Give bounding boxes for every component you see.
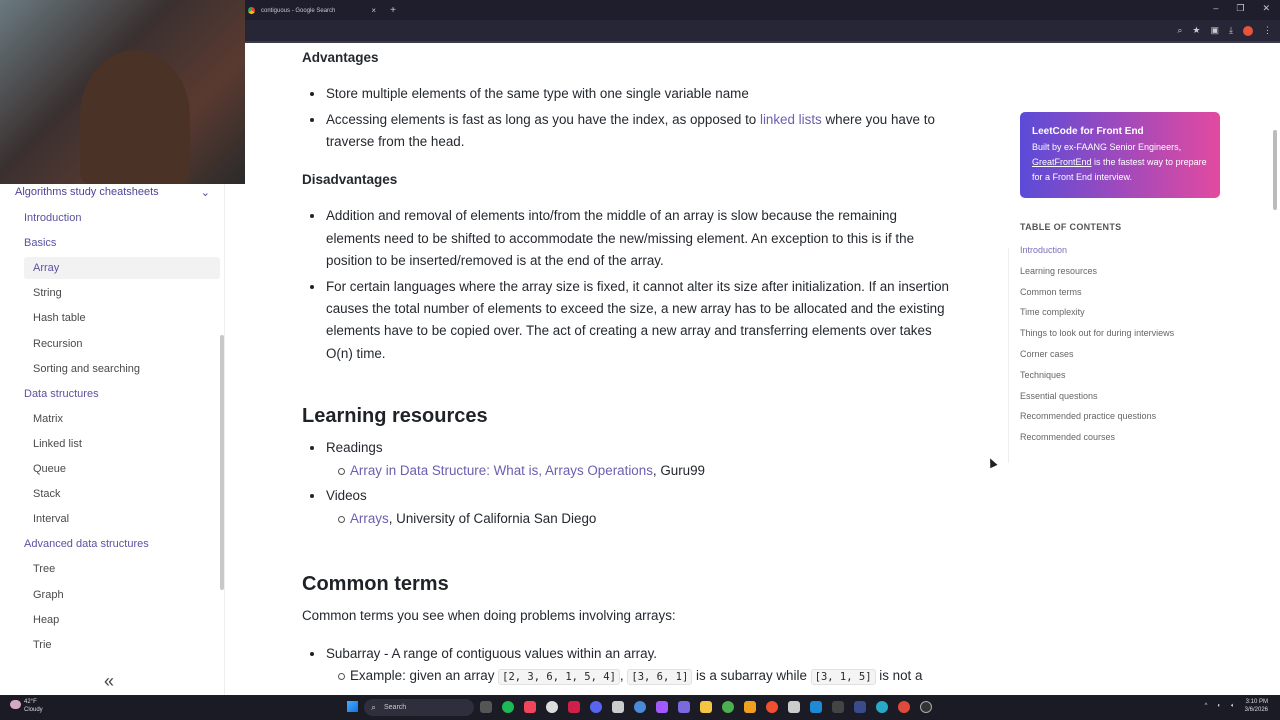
chrome-active-icon[interactable] (898, 701, 910, 713)
list-item: For certain languages where the array size is fixed, it cannot alter its size after initialization. If an insertion causes the total number of elements to exceed the size, a new array has to be allocated and the existing elements have to be copied over. The act of creating a new array and transferring elements over takes O(n) time. (302, 276, 952, 366)
sidebar-section-title: Algorithms study cheatsheets (15, 186, 159, 198)
store-icon[interactable] (612, 701, 624, 713)
reader-icon[interactable]: ▣ (1210, 25, 1220, 35)
list-item: Videos (302, 485, 962, 507)
terminal-icon[interactable] (832, 701, 844, 713)
sidebar-section-header[interactable] (15, 186, 210, 199)
learning-resources-heading: Learning resources (302, 405, 488, 427)
chrome-icon[interactable] (722, 701, 734, 713)
tab-title: contiguous - Google Search (261, 7, 336, 14)
page-scrollbar[interactable] (1273, 130, 1277, 210)
sidebar-item-advanced-data-structures[interactable]: Advanced data structures (24, 538, 149, 551)
windows-start-icon[interactable] (347, 701, 358, 712)
network-icon[interactable]: ◐ (1217, 703, 1222, 709)
new-tab-button[interactable]: + (390, 5, 396, 16)
app-icon[interactable] (876, 701, 888, 713)
taskbar-search[interactable]: ⌕ Search (364, 699, 474, 716)
sidebar-item-stack[interactable]: Stack (33, 488, 61, 501)
file-explorer-icon[interactable] (700, 701, 712, 713)
toc-item[interactable]: Common terms (1020, 286, 1082, 297)
sidebar-item-heap[interactable]: Heap (33, 613, 60, 626)
greatfrontend-ad[interactable]: LeetCode for Front End Built by ex-FAANG Senior Engineers, GreatFrontEnd is the fastest way to prepare for a Front End interview. (1020, 112, 1220, 198)
disadvantages-heading: Disadvantages (302, 172, 398, 187)
music-icon[interactable] (524, 701, 536, 713)
star-icon[interactable]: ★ (1192, 25, 1201, 35)
toc-item[interactable]: Corner cases (1020, 348, 1074, 359)
sidebar-item-interval[interactable]: Interval (33, 513, 70, 526)
taskbar (0, 695, 1280, 720)
profile-icon[interactable] (1243, 26, 1253, 36)
list-item: Example: given an array [2, 3, 6, 1, 5, 4] , [3, 6, 1] is a subarray while [3, 1, 5] is not a (302, 665, 962, 688)
sidebar-item-data-structures[interactable]: Data structures (24, 387, 99, 400)
app-icon[interactable] (678, 701, 690, 713)
app-icon[interactable] (788, 701, 800, 713)
sidebar-item-string[interactable]: String (33, 287, 62, 300)
toc-divider (1008, 248, 1009, 463)
table-of-contents (1020, 222, 1174, 448)
sidebar-item-recursion[interactable]: Recursion (33, 337, 83, 350)
sidebar-scrollbar[interactable] (220, 335, 224, 590)
clock[interactable]: 3:10 PM 3/6/2026 (1244, 699, 1268, 713)
toc-item[interactable]: Recommended practice questions (1020, 411, 1157, 422)
toc-item[interactable]: Essential questions (1020, 390, 1098, 401)
sidebar-item-linked-list[interactable]: Linked list (33, 437, 82, 450)
task-view-icon[interactable] (480, 701, 492, 713)
app-icon[interactable] (568, 701, 580, 713)
advantages-heading: Advantages (302, 50, 379, 65)
linked-lists-link[interactable]: linked lists (759, 111, 822, 127)
sidebar-item-trie[interactable]: Trie (33, 638, 52, 651)
toc-item[interactable]: Things to look out for during interviews (1020, 328, 1175, 339)
sidebar-item-queue[interactable]: Queue (33, 463, 67, 475)
list-item: Readings (302, 437, 962, 459)
sidebar-item-array[interactable]: Array (24, 257, 220, 279)
download-icon[interactable]: ⤓ (1229, 25, 1233, 35)
webcam-person (80, 50, 190, 184)
edge-icon[interactable] (634, 701, 646, 713)
sidebar-item-tree[interactable]: Tree (33, 563, 56, 576)
tab-close-icon[interactable]: × (371, 6, 377, 15)
toc-item[interactable]: Time complexity (1020, 307, 1085, 318)
collapse-sidebar-icon[interactable]: « (104, 671, 115, 691)
vscode-icon[interactable] (810, 701, 822, 713)
toc-item[interactable]: Recommended courses (1020, 432, 1116, 443)
toc-item[interactable]: Techniques (1020, 369, 1066, 380)
maximize-button[interactable]: ❐ (1236, 3, 1245, 13)
toc-title: TABLE OF CONTENTS (1020, 222, 1122, 232)
mouse-cursor-icon (986, 457, 997, 469)
app-icon[interactable] (920, 701, 932, 713)
arrays-video-link[interactable]: Arrays (350, 510, 389, 526)
sidebar-item-hash-table[interactable]: Hash table (33, 312, 86, 325)
list-item: Accessing elements is fast as long as you have the index, as opposed to linked lists where you have to traverse from the head. (302, 109, 962, 154)
sidebar-item-basics[interactable]: Basics (24, 237, 57, 250)
menu-icon[interactable]: ⋮ (1263, 25, 1272, 35)
close-window-button[interactable]: ✕ (1262, 3, 1270, 13)
ad-title: LeetCode for Front End (1032, 126, 1144, 137)
list-item: Array in Data Structure: What is, Arrays Operations, Guru99 (302, 460, 962, 482)
obs-icon[interactable] (546, 701, 558, 713)
list-item: Arrays, University of California San Diego (302, 508, 962, 530)
webcam-overlay (0, 0, 245, 184)
weather-widget[interactable]: 42°F Cloudy (10, 698, 43, 714)
minimize-button[interactable]: – (1213, 3, 1219, 13)
common-terms-heading: Common terms (302, 573, 449, 595)
common-terms-intro: Common terms you see when doing problems involving arrays: (302, 608, 676, 624)
speaker-icon[interactable]: 🔈︎ (1231, 702, 1235, 709)
toc-item[interactable]: Learning resources (1020, 265, 1098, 276)
guru99-link[interactable]: Array in Data Structure: What is, Arrays Operations (350, 462, 653, 478)
sidebar-item-matrix[interactable]: Matrix (33, 412, 63, 425)
figma-icon[interactable] (656, 701, 668, 713)
spotify-icon[interactable] (502, 701, 514, 713)
sidebar-item-sorting-and-searching[interactable]: Sorting and searching (33, 362, 141, 375)
sidebar-item-graph[interactable]: Graph (33, 588, 64, 601)
sidebar-item-introduction[interactable]: Introduction (24, 212, 82, 224)
postman-icon[interactable] (766, 701, 778, 713)
google-favicon-icon (248, 7, 255, 14)
list-item: Addition and removal of elements into/from the middle of an array is slow because the remaining elements need to be shifted to accommodate the new/missing element. An exception to this is if the position to be inserted/removed is at the end of the array. (302, 205, 952, 272)
app-icon[interactable] (744, 701, 756, 713)
browser-tab[interactable] (248, 3, 396, 18)
list-item: Subarray - A range of contiguous values within an array. (302, 643, 962, 665)
list-item: Store multiple elements of the same type with one single variable name (302, 83, 962, 105)
toc-item[interactable]: Introduction (1020, 245, 1068, 255)
greatfrontend-link[interactable]: GreatFrontEnd (1032, 157, 1092, 167)
zoom-icon[interactable]: ⌕ (1177, 25, 1183, 35)
chevron-down-icon[interactable]: ⌄ (200, 187, 210, 199)
tray-chevron-icon[interactable]: ^ (1204, 703, 1208, 709)
discord-icon[interactable] (590, 701, 602, 713)
app-icon[interactable] (854, 701, 866, 713)
